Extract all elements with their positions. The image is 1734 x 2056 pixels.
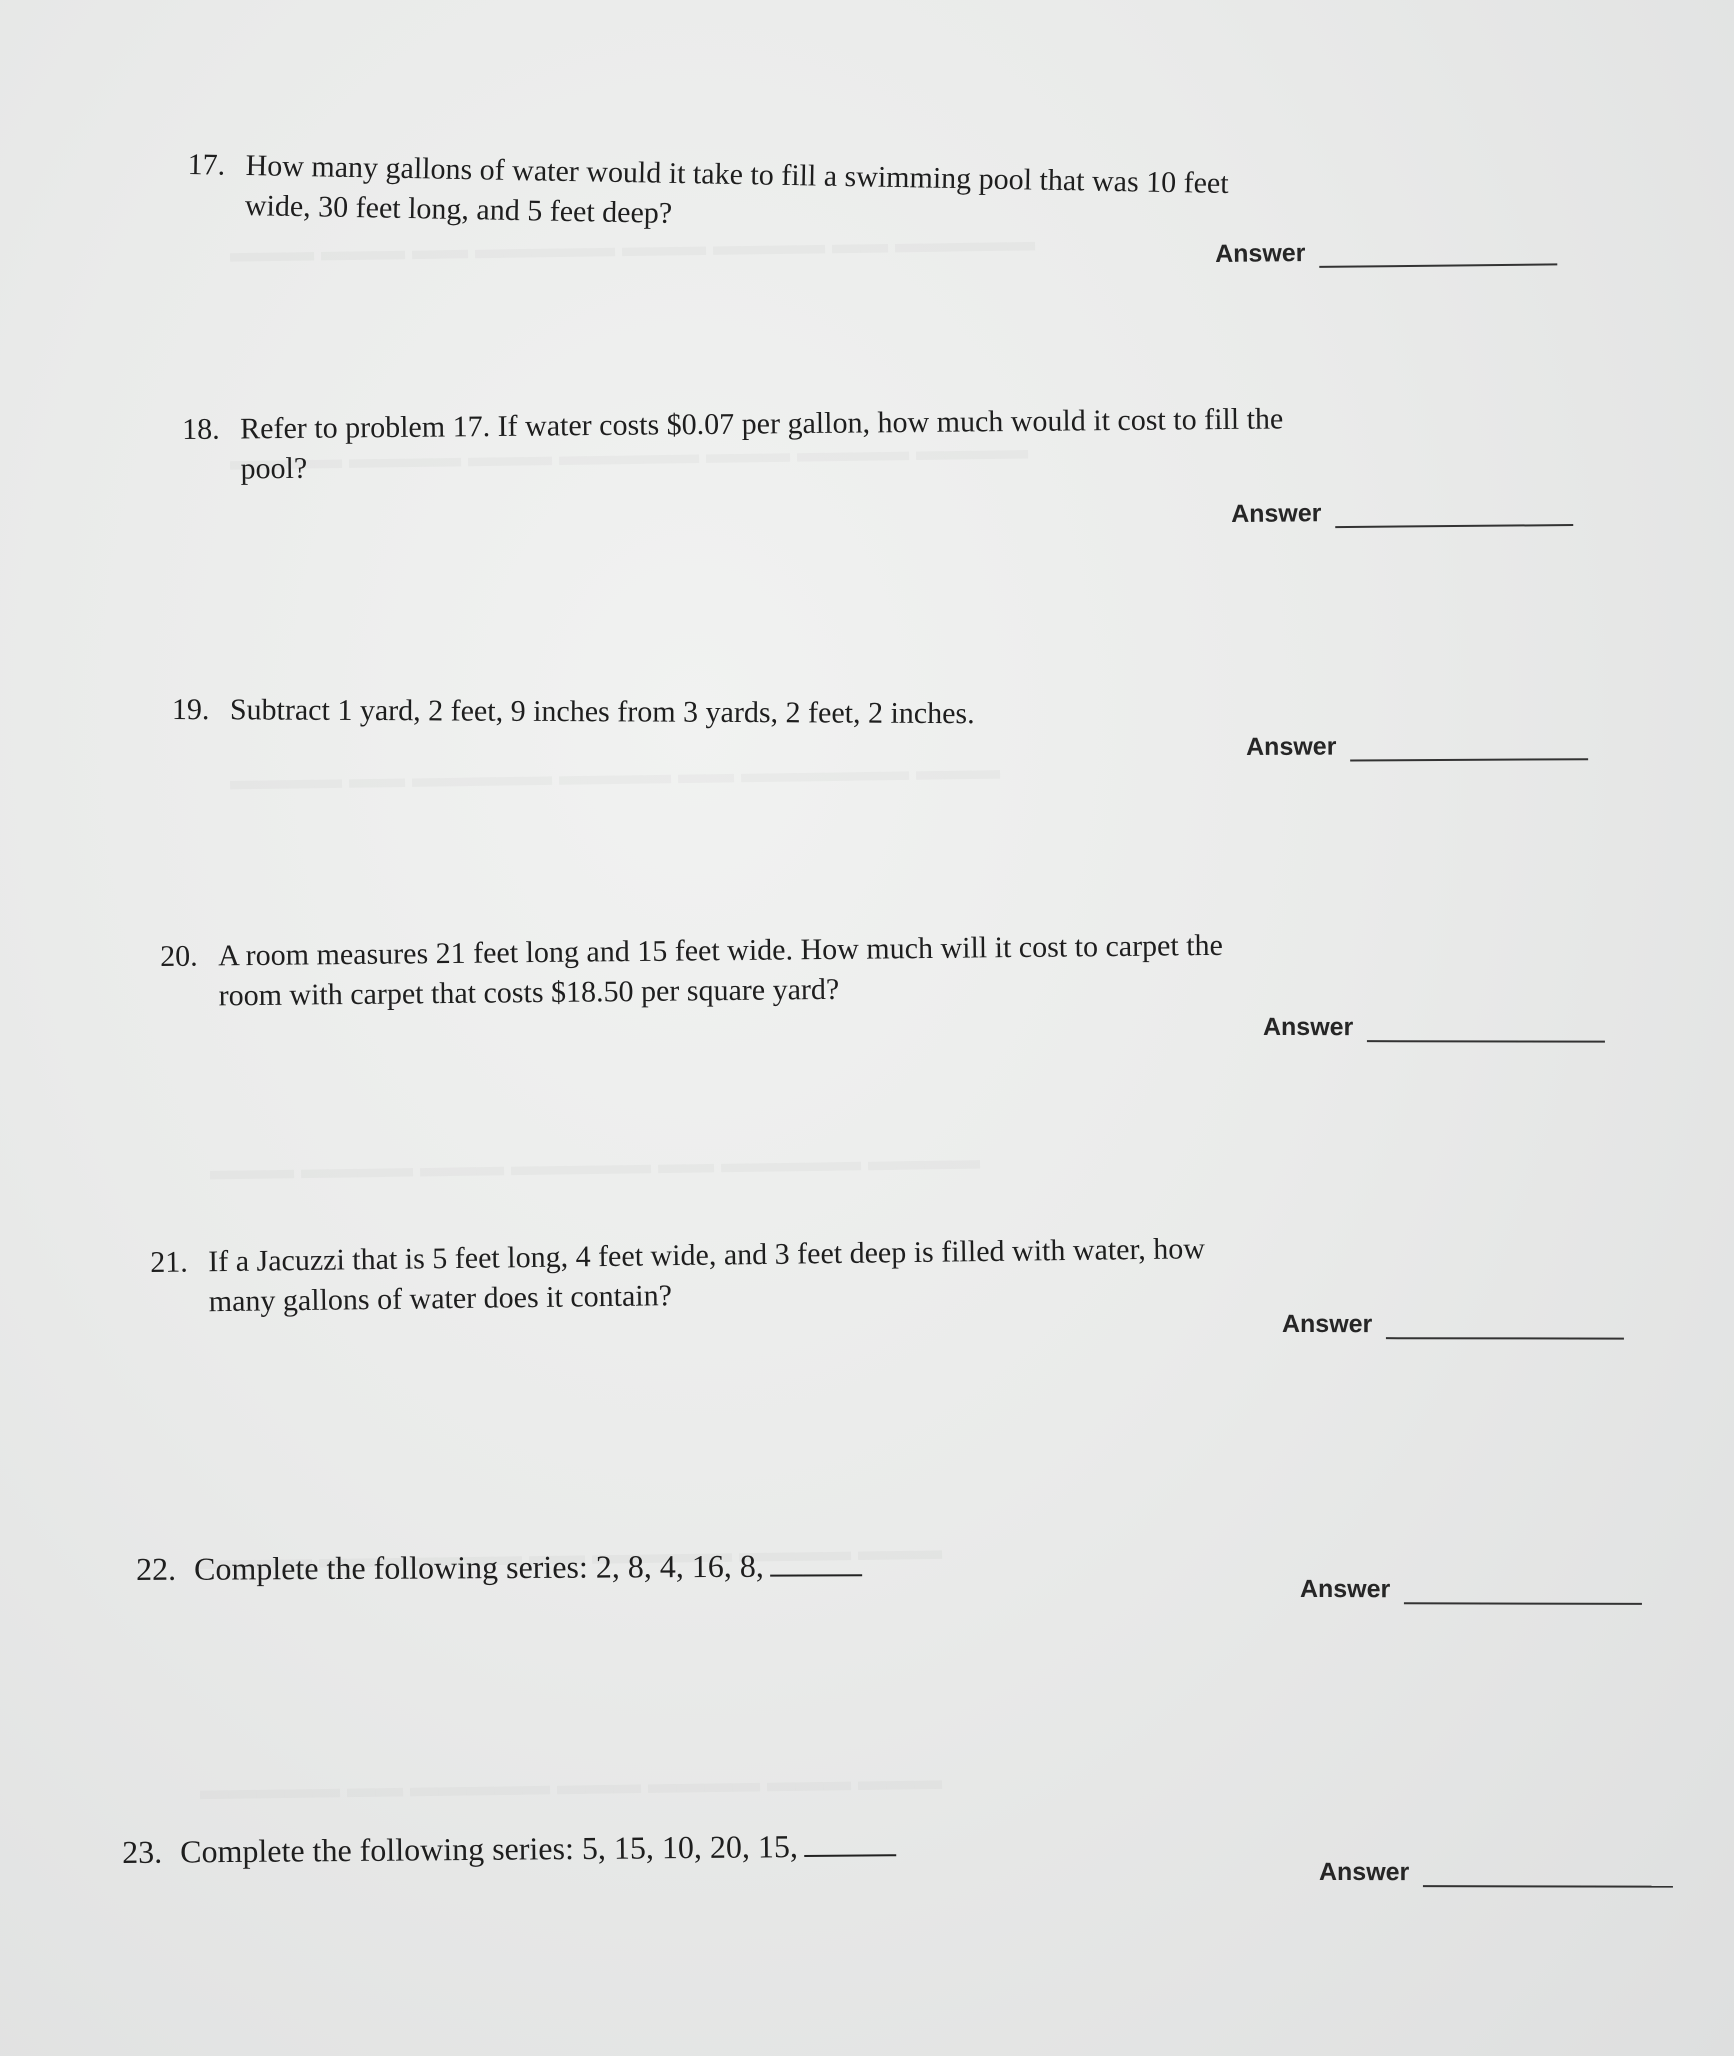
question-text <box>172 690 975 734</box>
question-line: Subtract 1 yard, 2 feet, 9 inches from 3 yards, 2 feet, 2 inches. <box>229 693 975 731</box>
answer-blank-21[interactable] <box>1386 1315 1624 1339</box>
problem-19 <box>172 690 975 734</box>
answer-label: Answer <box>1231 499 1322 528</box>
problem-22 <box>136 1545 862 1589</box>
question-line: A room measures 21 feet long and 15 feet wide. How much will it cost to carpet the <box>218 928 1224 973</box>
problem-number: 22. <box>136 1550 177 1587</box>
problem-17 <box>187 145 1229 244</box>
answer-blank-19[interactable] <box>1350 736 1588 761</box>
answer-row-17 <box>1215 236 1558 269</box>
question-text <box>136 1545 862 1589</box>
answer-row-20 <box>1263 1013 1605 1043</box>
problem-number: 19. <box>171 692 210 727</box>
question-line: How many gallons of water would it take to fill a swimming pool that was 10 feet <box>245 149 1229 201</box>
question-line: many gallons of water does it contain? <box>208 1279 673 1319</box>
problem-23 <box>122 1825 896 1872</box>
bleed-through-texture <box>230 755 1000 798</box>
question-text <box>122 1825 896 1872</box>
question-line: If a Jacuzzi that is 5 feet long, 4 feet wide, and 3 feet deep is filled with water, how <box>208 1232 1206 1279</box>
question-line: Complete the following series: 2, 8, 4, 16, 8, <box>194 1547 764 1587</box>
problem-number: 23. <box>122 1833 163 1870</box>
answer-label: Answer <box>1215 239 1306 268</box>
answer-blank-22[interactable] <box>1404 1580 1642 1605</box>
answer-label: Answer <box>1246 732 1337 761</box>
answer-label: Answer <box>1262 1013 1354 1042</box>
answer-row-19 <box>1246 731 1588 762</box>
question-line: room with carpet that costs $18.50 per square yard? <box>218 972 840 1013</box>
problem-number: 20. <box>160 939 198 973</box>
answer-blank-18[interactable] <box>1335 502 1573 528</box>
problem-number: 18. <box>182 412 220 446</box>
problem-number: 17. <box>187 147 226 182</box>
series-blank-23[interactable] <box>804 1828 896 1857</box>
answer-row-22 <box>1300 1575 1642 1605</box>
problem-21 <box>150 1229 1206 1323</box>
answer-row-18 <box>1231 497 1574 529</box>
series-blank-22[interactable] <box>770 1548 862 1576</box>
answer-row-23 <box>1319 1858 1673 1888</box>
question-line: Complete the following series: 5, 15, 10, 20, 15, <box>180 1828 799 1870</box>
answer-label: Answer <box>1318 1858 1410 1887</box>
answer-label: Answer <box>1281 1310 1373 1339</box>
problem-number: 21. <box>150 1245 188 1279</box>
answer-label: Answer <box>1299 1575 1391 1604</box>
answer-blank-20[interactable] <box>1367 1018 1605 1042</box>
question-line: pool? <box>240 451 308 486</box>
answer-blank-17[interactable] <box>1319 241 1557 267</box>
question-line: Refer to problem 17. If water costs $0.07 per gallon, how much would it cost to fill the <box>240 402 1284 446</box>
bleed-through-texture <box>200 1765 942 1807</box>
bleed-through-texture <box>210 1145 980 1188</box>
question-line: wide, 30 feet long, and 5 feet deep? <box>244 189 673 230</box>
problem-20 <box>160 926 1224 1017</box>
problem-18 <box>182 399 1284 490</box>
answer-blank-23[interactable] <box>1423 1863 1673 1887</box>
answer-row-21 <box>1282 1310 1624 1340</box>
